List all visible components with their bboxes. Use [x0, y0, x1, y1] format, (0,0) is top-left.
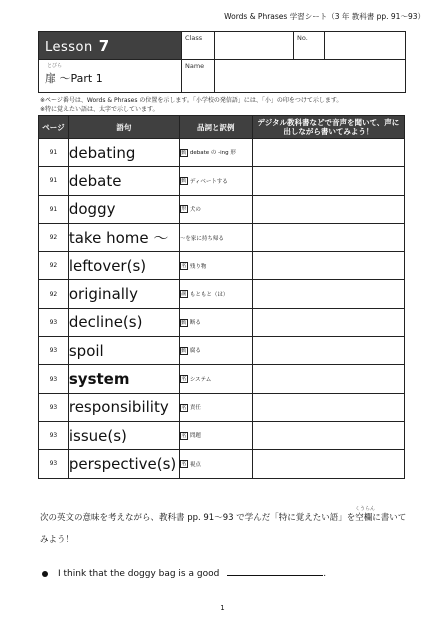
row-meaning: 腐る [189, 348, 201, 355]
table-row [39, 139, 405, 167]
row-word: take home ～ [68, 223, 179, 251]
page-number: 1 [220, 604, 225, 612]
row-page: 91 [39, 167, 69, 195]
row-word: debating [68, 139, 179, 167]
table-row [39, 223, 405, 251]
row-pos-meaning [179, 337, 252, 365]
header-pos: 品詞と訳例 [179, 116, 252, 139]
header-practice: デジタル教科書などで音声を聞いて、声に出しながら書いてみよう！ [252, 116, 404, 139]
table-row [39, 167, 405, 195]
row-word: perspective(s) [68, 450, 179, 478]
part-title: 扉 ～Part 1 [45, 72, 103, 85]
row-word: doggy [68, 195, 179, 223]
row-practice-field[interactable] [252, 421, 404, 449]
sheet-title: Words & Phrases 学習シート（3 年 教科書 pp. 91～93） [224, 12, 425, 21]
header-page: ページ [39, 116, 69, 139]
table-row [39, 252, 405, 280]
pos-marker-icon: 副 [181, 291, 187, 298]
row-word: leftover(s) [68, 252, 179, 280]
pos-marker-icon: 動 [181, 149, 187, 156]
row-page: 93 [39, 421, 69, 449]
exercise-end: . [323, 569, 327, 579]
table-row [39, 421, 405, 449]
row-pos-meaning [179, 167, 252, 195]
row-word: responsibility [68, 393, 179, 421]
row-pos-meaning [179, 421, 252, 449]
row-practice-field[interactable] [252, 337, 404, 365]
row-meaning: 断る [189, 320, 201, 327]
lesson-number: 7 [98, 37, 110, 55]
lesson-header-box [38, 31, 406, 93]
pos-marker-icon: 動 [181, 319, 187, 326]
lesson-label: Lesson [45, 40, 93, 55]
row-practice-field[interactable] [252, 308, 404, 336]
class-label: Class [185, 34, 203, 42]
row-meaning: ディベートする [189, 178, 228, 185]
row-practice-field[interactable] [252, 252, 404, 280]
part-ruby: とびら [47, 63, 63, 69]
row-page: 92 [39, 223, 69, 251]
table-header-row [39, 116, 405, 139]
answer-blank[interactable] [227, 566, 323, 576]
row-meaning: 責任 [189, 405, 201, 412]
row-meaning: 視点 [189, 461, 201, 468]
row-word: debate [68, 167, 179, 195]
vocab-table [38, 115, 405, 479]
row-pos-meaning [179, 252, 252, 280]
row-pos-meaning [179, 139, 252, 167]
number-field[interactable] [324, 32, 405, 60]
pos-marker-icon: 動 [181, 347, 187, 354]
row-word: issue(s) [68, 421, 179, 449]
row-page: 92 [39, 252, 69, 280]
row-word: decline(s) [68, 308, 179, 336]
row-meaning: システム [189, 376, 212, 383]
pos-marker-icon: 形 [181, 206, 187, 213]
class-label-cell [182, 32, 214, 60]
row-pos-meaning [179, 280, 252, 308]
pos-marker-icon: 名 [181, 376, 187, 383]
pos-marker-icon: 名 [181, 461, 187, 468]
row-word: system [68, 365, 179, 393]
row-practice-field[interactable] [252, 167, 404, 195]
row-page: 91 [39, 195, 69, 223]
note-bold-words: ※特に覚えたい語は、太字で示しています。 [40, 106, 159, 113]
row-pos-meaning [179, 393, 252, 421]
row-practice-field[interactable] [252, 139, 404, 167]
row-meaning: 犬の [189, 206, 201, 213]
name-label: Name [185, 62, 205, 70]
table-row [39, 280, 405, 308]
row-practice-field[interactable] [252, 280, 404, 308]
row-page: 93 [39, 450, 69, 478]
table-row [39, 337, 405, 365]
row-pos-meaning [179, 308, 252, 336]
row-meaning: もともと（は） [189, 291, 229, 298]
bullet-icon [42, 571, 48, 577]
table-row [39, 450, 405, 478]
no-label: No. [297, 34, 308, 42]
row-pos-meaning [179, 450, 252, 478]
table-row [39, 365, 405, 393]
row-practice-field[interactable] [252, 365, 404, 393]
instruction-ruby: くうらん [355, 506, 376, 512]
table-row [39, 195, 405, 223]
row-page: 91 [39, 139, 69, 167]
row-pos-meaning [179, 365, 252, 393]
row-practice-field[interactable] [252, 223, 404, 251]
row-meaning: ～を家に持ち帰る [179, 235, 224, 242]
note-page-numbers: ※ページ番号は、Words & Phrases の位置を示します。「小学校の発信語」には、「小」の印をつけて示します。 [40, 97, 343, 104]
exercise-sentence [42, 566, 326, 579]
row-meaning: 残り物 [189, 263, 207, 270]
class-field[interactable] [214, 32, 294, 60]
row-practice-field[interactable] [252, 393, 404, 421]
pos-marker-icon: 名 [181, 404, 187, 411]
name-field[interactable] [214, 60, 405, 92]
pos-marker-icon: 名 [181, 432, 187, 439]
header-word: 語句 [68, 116, 179, 139]
row-page: 93 [39, 393, 69, 421]
table-row [39, 308, 405, 336]
no-label-cell [294, 32, 324, 60]
instruction-text: 次の英文の意味を考えながら、教科書 pp. 91～93 で学んだ「特に覚えたい語」を空欄に書いてみよう！ [40, 513, 407, 545]
pos-marker-icon: 名 [181, 263, 187, 270]
row-meaning: 問題 [189, 433, 201, 440]
pos-marker-icon: 動 [181, 178, 187, 185]
exercise-text: I think that the doggy bag is a good [58, 569, 220, 579]
part-cell [39, 60, 182, 92]
lesson-cell [39, 32, 182, 60]
row-page: 93 [39, 365, 69, 393]
row-page: 92 [39, 280, 69, 308]
row-page: 93 [39, 337, 69, 365]
row-pos-meaning [179, 195, 252, 223]
name-label-cell [182, 60, 214, 92]
row-practice-field[interactable] [252, 450, 404, 478]
row-meaning: debate の -ing 形 [189, 150, 236, 157]
row-pos-meaning [179, 223, 252, 251]
table-row [39, 393, 405, 421]
row-practice-field[interactable] [252, 195, 404, 223]
row-word: spoil [68, 337, 179, 365]
row-page: 93 [39, 308, 69, 336]
lesson-title [45, 37, 110, 55]
row-word: originally [68, 280, 179, 308]
